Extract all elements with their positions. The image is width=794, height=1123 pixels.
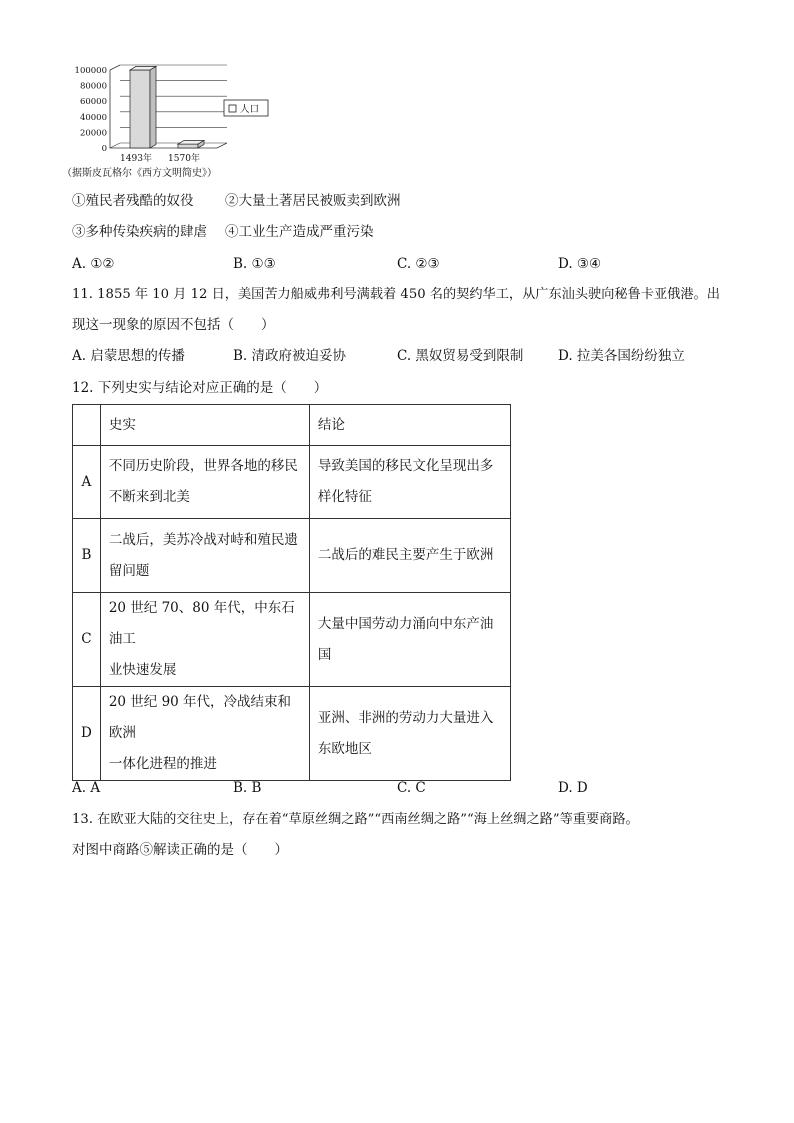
conclusion-line: 导致美国的移民文化呈现出多: [317, 458, 494, 474]
conclusion-line: 大量中国劳动力涌向中东产油: [317, 615, 494, 632]
q11-option-c: C. 黑奴贸易受到限制: [397, 348, 524, 364]
bar: [130, 66, 156, 148]
fact-cell: [100, 593, 309, 687]
q10-option-a: A. ①②: [72, 256, 115, 272]
x-tick-label: 1570年: [168, 154, 200, 164]
fact-cell: [100, 687, 309, 781]
q10-option-c: C. ②③: [397, 256, 440, 272]
q10-option-b: B. ①③: [233, 256, 276, 272]
x-tick-label: 1493年: [120, 154, 152, 164]
y-tick-label: 40000: [79, 112, 107, 123]
q10-item-2: ②大量土著居民被贩卖到欧洲: [225, 193, 401, 209]
header-fact-cell: 史实: [100, 405, 309, 446]
bar: [178, 141, 204, 149]
q12-option-d: D. D: [558, 780, 588, 796]
fact-cell: [100, 446, 309, 519]
axes: [110, 65, 227, 148]
fact-line: 20 世纪 90 年代，冷战结束和欧洲: [108, 694, 292, 741]
table-header-row: [73, 405, 511, 446]
gridlines: [110, 65, 227, 148]
q12-stem: 12. 下列史实与结论对应正确的是（ ）: [72, 380, 328, 396]
q11-option-d: D. 拉美各国纷纷独立: [558, 348, 685, 364]
q12-option-b: B. B: [233, 780, 262, 796]
conclusion-line: 亚洲、非洲的劳动力大量进入: [317, 709, 494, 726]
q12-table: [72, 404, 511, 781]
table-row-b: [73, 519, 511, 593]
header-label-cell: [73, 405, 101, 446]
header-conclusion-cell: 结论: [309, 405, 510, 446]
fact-cell: [100, 519, 309, 593]
row-label: B: [73, 519, 101, 593]
y-tick-label: 60000: [79, 97, 107, 108]
q10-item-4: ④工业生产造成严重污染: [225, 224, 374, 240]
conclusion-line: 样化特征: [317, 489, 372, 505]
bars: [130, 66, 204, 148]
chart-legend: [224, 100, 268, 116]
table-row-c: [73, 593, 511, 687]
table-row-a: [73, 446, 511, 519]
population-bar-chart: [62, 62, 292, 180]
conclusion-cell: [309, 593, 510, 687]
q11-stem-line-2: 现这一现象的原因不包括（ ）: [72, 317, 275, 333]
q13-stem-line-1: 13. 在欧亚大陆的交往史上，存在着“草原丝绸之路”“西南丝绸之路”“海上丝绸之路”等重要商路。: [72, 812, 639, 827]
conclusion-line: 国: [317, 646, 332, 663]
y-tick-label: 100000: [74, 66, 107, 76]
conclusion-line: 二战后的难民主要产生于欧洲: [317, 547, 494, 563]
q11-stem-line-1: 11. 1855 年 10 月 12 日，美国苦力船威弗利号满载着 450 名的契约华工，从广东汕头驶向秘鲁卡亚俄港。出: [72, 287, 720, 302]
conclusion-line: 东欧地区: [317, 740, 372, 757]
table-row-d: [73, 687, 511, 781]
x-axis-ticks: [120, 152, 200, 164]
row-label: D: [73, 687, 101, 781]
legend-label: 人口: [240, 104, 260, 115]
fact-line: 二战后，美苏冷战对峙和殖民遗: [108, 531, 298, 548]
y-tick-label: 80000: [79, 81, 107, 92]
fact-line: 一体化进程的推进: [108, 756, 217, 772]
y-tick-label: 0: [101, 144, 107, 154]
fact-line: 不断来到北美: [108, 489, 190, 505]
conclusion-cell: [309, 519, 510, 593]
row-label: C: [73, 593, 101, 687]
q10-item-3: ③多种传染疾病的肆虐: [72, 224, 207, 240]
q12-option-c: C. C: [397, 780, 426, 796]
row-label: A: [73, 446, 101, 519]
q10-option-d: D. ③④: [558, 256, 602, 272]
y-axis-ticks: [75, 66, 107, 154]
fact-line: 不同历史阶段，世界各地的移民: [108, 458, 298, 474]
conclusion-cell: [309, 446, 510, 519]
conclusion-cell: [309, 687, 510, 781]
q12-option-a: A. A: [72, 780, 101, 796]
q11-option-b: B. 清政府被迫妥协: [233, 348, 347, 364]
y-tick-label: 20000: [79, 128, 107, 139]
chart-source: （据斯皮瓦格尔《西方文明简史》）: [62, 168, 217, 179]
fact-line: 业快速发展: [108, 662, 177, 678]
axis-depth-line: [110, 143, 120, 148]
q11-option-a: A. 启蒙思想的传播: [72, 348, 185, 364]
fact-line: 20 世纪 70、80 年代，中东石油工: [108, 600, 295, 647]
q10-item-1: ①殖民者残酷的奴役: [72, 193, 194, 209]
fact-line: 留问题: [108, 562, 150, 579]
q13-stem-line-2: 对图中商路⑤解读正确的是（ ）: [72, 842, 288, 858]
